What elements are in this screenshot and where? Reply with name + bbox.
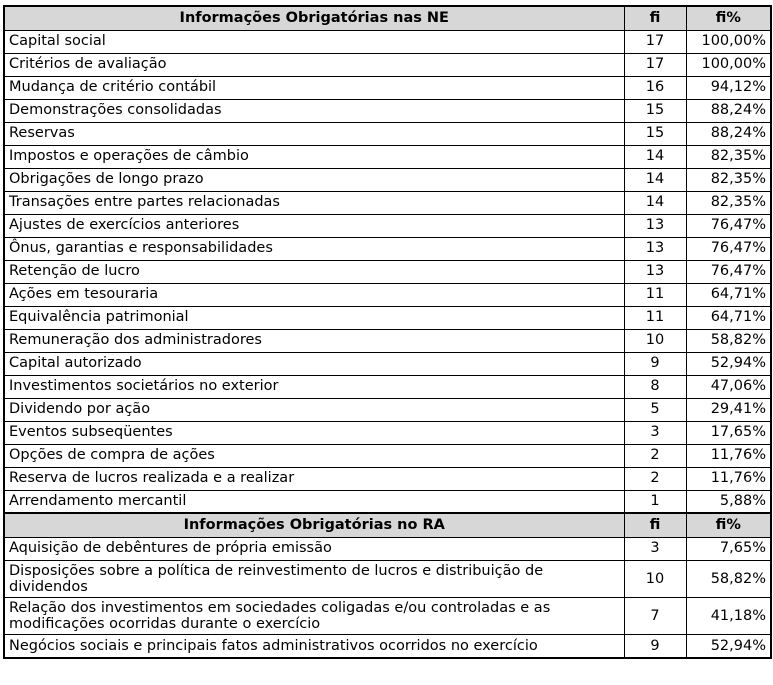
table-row bbox=[4, 214, 771, 237]
row-label: Equivalência patrimonial bbox=[4, 306, 624, 329]
row-fi-percent-value: 94,12% bbox=[686, 76, 771, 99]
row-label: Remuneração dos administradores bbox=[4, 329, 624, 352]
table-body bbox=[4, 6, 771, 658]
row-fi-percent-value: 11,76% bbox=[686, 444, 771, 467]
row-label: Reserva de lucros realizada e a realizar bbox=[4, 467, 624, 490]
table-row bbox=[4, 375, 771, 398]
table-row bbox=[4, 283, 771, 306]
row-label: Aquisição de debêntures de própria emissão bbox=[4, 537, 624, 560]
row-label: Retenção de lucro bbox=[4, 260, 624, 283]
row-fi-value: 11 bbox=[624, 283, 686, 306]
row-fi-value: 13 bbox=[624, 214, 686, 237]
row-fi-percent-value: 64,71% bbox=[686, 306, 771, 329]
row-fi-value: 14 bbox=[624, 145, 686, 168]
row-fi-percent-value: 76,47% bbox=[686, 237, 771, 260]
row-fi-value: 16 bbox=[624, 76, 686, 99]
table-row bbox=[4, 191, 771, 214]
table-row bbox=[4, 421, 771, 444]
row-label: Disposições sobre a política de reinvestimento de lucros e distribuição de dividendos bbox=[4, 560, 624, 597]
table-row bbox=[4, 635, 771, 658]
row-fi-percent-value: 88,24% bbox=[686, 122, 771, 145]
section-header-row bbox=[4, 6, 771, 30]
row-fi-percent-value: 76,47% bbox=[686, 260, 771, 283]
table-row bbox=[4, 306, 771, 329]
table-row bbox=[4, 444, 771, 467]
row-fi-value: 5 bbox=[624, 398, 686, 421]
row-fi-value: 14 bbox=[624, 168, 686, 191]
table-row bbox=[4, 467, 771, 490]
row-fi-value: 8 bbox=[624, 375, 686, 398]
row-fi-value: 13 bbox=[624, 237, 686, 260]
row-fi-percent-value: 17,65% bbox=[686, 421, 771, 444]
row-label: Negócios sociais e principais fatos administrativos ocorridos no exercício bbox=[4, 635, 624, 658]
row-label: Impostos e operações de câmbio bbox=[4, 145, 624, 168]
row-label: Obrigações de longo prazo bbox=[4, 168, 624, 191]
row-fi-percent-value: 82,35% bbox=[686, 191, 771, 214]
row-fi-percent-value: 58,82% bbox=[686, 560, 771, 597]
table-row bbox=[4, 352, 771, 375]
table-row bbox=[4, 490, 771, 513]
row-fi-percent-value: 82,35% bbox=[686, 145, 771, 168]
table-row bbox=[4, 30, 771, 53]
column-header-fi-percent: fi% bbox=[686, 513, 771, 537]
row-fi-value: 17 bbox=[624, 53, 686, 76]
row-fi-value: 15 bbox=[624, 99, 686, 122]
row-fi-value: 10 bbox=[624, 329, 686, 352]
section-title: Informações Obrigatórias no RA bbox=[4, 513, 624, 537]
column-header-fi: fi bbox=[624, 6, 686, 30]
row-label: Critérios de avaliação bbox=[4, 53, 624, 76]
row-fi-percent-value: 82,35% bbox=[686, 168, 771, 191]
row-fi-value: 10 bbox=[624, 560, 686, 597]
row-fi-value: 9 bbox=[624, 352, 686, 375]
row-fi-value: 2 bbox=[624, 467, 686, 490]
table-row bbox=[4, 537, 771, 560]
frequency-table bbox=[3, 5, 772, 659]
row-label: Mudança de critério contábil bbox=[4, 76, 624, 99]
table-row bbox=[4, 237, 771, 260]
row-fi-value: 17 bbox=[624, 30, 686, 53]
row-label: Relação dos investimentos em sociedades coligadas e/ou controladas e as modificações ocorridas durante o exercício bbox=[4, 597, 624, 634]
column-header-fi: fi bbox=[624, 513, 686, 537]
row-label: Arrendamento mercantil bbox=[4, 490, 624, 513]
row-fi-percent-value: 52,94% bbox=[686, 635, 771, 658]
table-row bbox=[4, 560, 771, 597]
row-label: Demonstrações consolidadas bbox=[4, 99, 624, 122]
row-fi-value: 1 bbox=[624, 490, 686, 513]
row-fi-percent-value: 47,06% bbox=[686, 375, 771, 398]
row-label: Investimentos societários no exterior bbox=[4, 375, 624, 398]
row-fi-value: 7 bbox=[624, 597, 686, 634]
row-label: Ônus, garantias e responsabilidades bbox=[4, 237, 624, 260]
row-fi-value: 13 bbox=[624, 260, 686, 283]
table-row bbox=[4, 99, 771, 122]
row-fi-value: 14 bbox=[624, 191, 686, 214]
row-label: Ações em tesouraria bbox=[4, 283, 624, 306]
table-row bbox=[4, 398, 771, 421]
table-row bbox=[4, 168, 771, 191]
row-fi-percent-value: 5,88% bbox=[686, 490, 771, 513]
row-fi-percent-value: 88,24% bbox=[686, 99, 771, 122]
table-row bbox=[4, 145, 771, 168]
table-row bbox=[4, 53, 771, 76]
row-label: Capital autorizado bbox=[4, 352, 624, 375]
row-fi-percent-value: 7,65% bbox=[686, 537, 771, 560]
row-label: Transações entre partes relacionadas bbox=[4, 191, 624, 214]
row-fi-percent-value: 52,94% bbox=[686, 352, 771, 375]
row-fi-value: 3 bbox=[624, 421, 686, 444]
row-fi-value: 3 bbox=[624, 537, 686, 560]
table-row bbox=[4, 76, 771, 99]
row-label: Opções de compra de ações bbox=[4, 444, 624, 467]
row-label: Eventos subseqüentes bbox=[4, 421, 624, 444]
row-fi-percent-value: 11,76% bbox=[686, 467, 771, 490]
section-header-row bbox=[4, 513, 771, 537]
table-row bbox=[4, 122, 771, 145]
row-label: Reservas bbox=[4, 122, 624, 145]
row-fi-percent-value: 64,71% bbox=[686, 283, 771, 306]
row-fi-percent-value: 41,18% bbox=[686, 597, 771, 634]
column-header-fi-percent: fi% bbox=[686, 6, 771, 30]
row-fi-percent-value: 29,41% bbox=[686, 398, 771, 421]
row-fi-percent-value: 100,00% bbox=[686, 53, 771, 76]
row-label: Capital social bbox=[4, 30, 624, 53]
row-fi-value: 2 bbox=[624, 444, 686, 467]
row-fi-percent-value: 76,47% bbox=[686, 214, 771, 237]
row-fi-percent-value: 58,82% bbox=[686, 329, 771, 352]
table-row bbox=[4, 260, 771, 283]
row-fi-percent-value: 100,00% bbox=[686, 30, 771, 53]
row-fi-value: 11 bbox=[624, 306, 686, 329]
section-title: Informações Obrigatórias nas NE bbox=[4, 6, 624, 30]
row-label: Ajustes de exercícios anteriores bbox=[4, 214, 624, 237]
row-label: Dividendo por ação bbox=[4, 398, 624, 421]
row-fi-value: 9 bbox=[624, 635, 686, 658]
row-fi-value: 15 bbox=[624, 122, 686, 145]
table-row bbox=[4, 597, 771, 634]
table-row bbox=[4, 329, 771, 352]
